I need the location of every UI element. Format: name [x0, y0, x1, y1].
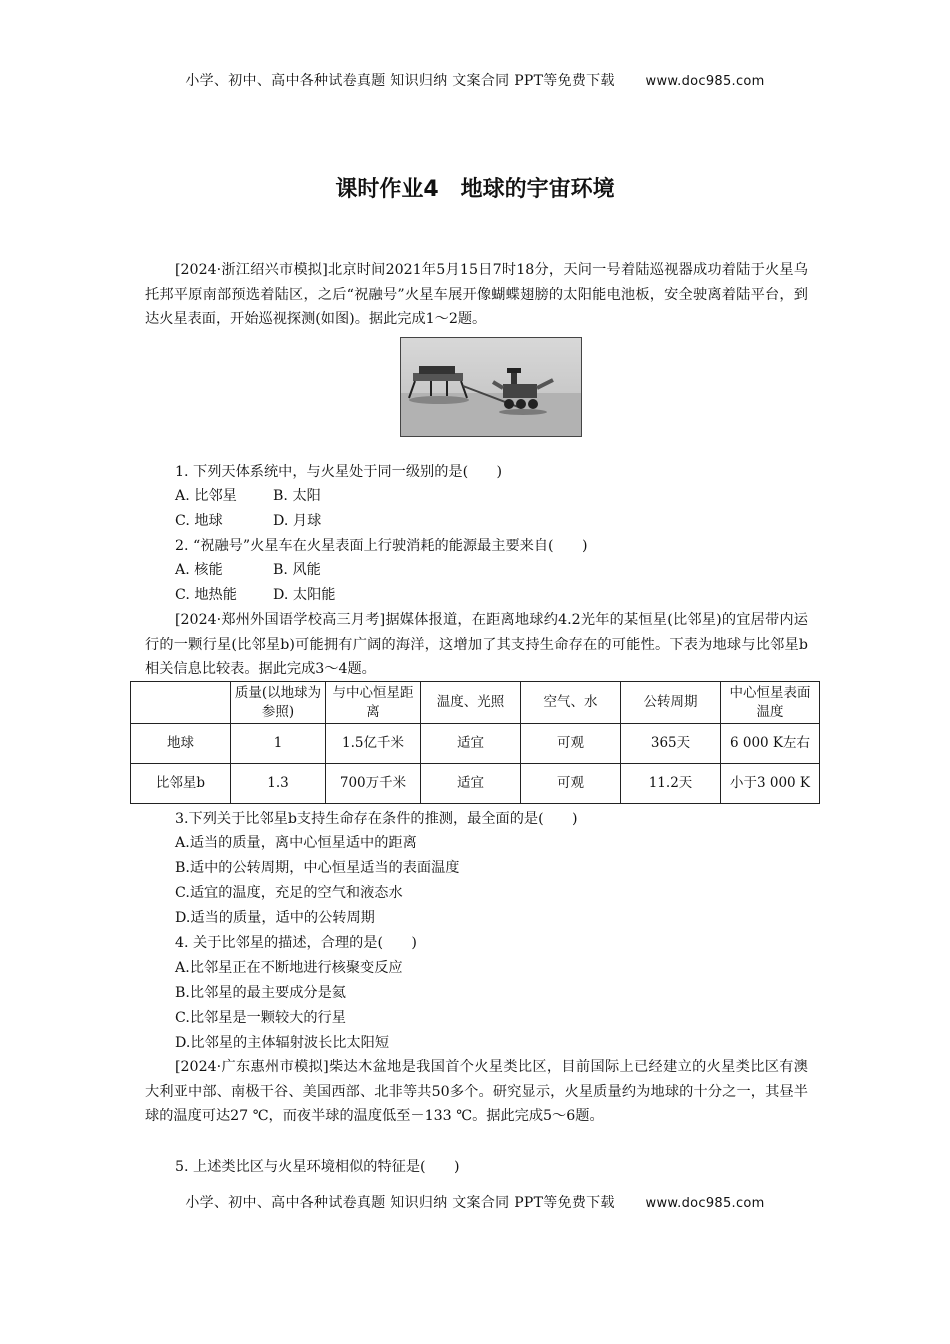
question-1 — [175, 460, 502, 484]
q3-option-a[interactable]: A.适当的质量，离中心恒星适中的距离 — [175, 835, 417, 851]
q3-option-d[interactable]: D.适当的质量，适中的公转周期 — [175, 910, 375, 926]
table-cell: 700万千米 — [326, 764, 421, 804]
table-cell: 比邻星b — [131, 764, 231, 804]
table-cell: 1 — [231, 724, 326, 764]
table-cell: 6 000 K左右 — [721, 724, 820, 764]
q1-option-a[interactable]: A. 比邻星 — [175, 488, 237, 504]
table-cell: 11.2天 — [621, 764, 721, 804]
q1-option-c[interactable]: C. 地球 — [175, 513, 223, 529]
header-text: 小学、初中、高中各种试卷真题 知识归纳 文案合同 PPT等免费下载 — [185, 73, 615, 89]
table-cell: 365天 — [621, 724, 721, 764]
page-title: 课时作业4 地球的宇宙环境 — [335, 177, 615, 202]
table-cell: 地球 — [131, 724, 231, 764]
intro-passage-2: [2024·郑州外国语学校高三月考]据媒体报道，在距离地球约4.2光年的某恒星(比邻星)的宜居带内运行的一颗行星(比邻星b)可能拥有广阔的海洋，这增加了其支持生命存在的可能性。下表为地球与比邻星b相关信息比较表。据此完成3～4题。 — [145, 612, 808, 677]
q4-option-b[interactable]: B.比邻星的最主要成分是氦 — [175, 985, 346, 1001]
table-cell: 适宜 — [421, 724, 521, 764]
question-4-stem: 4. 关于比邻星的描述，合理的是( ) — [175, 935, 417, 951]
q3-option-c[interactable]: C.适宜的温度，充足的空气和液态水 — [175, 885, 403, 901]
table-cell: 可观 — [521, 764, 621, 804]
table-header-cell: 质量(以地球为参照) — [231, 682, 326, 724]
footer-site[interactable]: www.doc985.com — [645, 1196, 765, 1211]
table-cell: 1.5亿千米 — [326, 724, 421, 764]
table-header-cell: 空气、水 — [521, 682, 621, 724]
question-1-options-row-2 — [175, 509, 321, 533]
intro-passage-3: [2024·广东惠州市模拟]柴达木盆地是我国首个火星类比区，目前国际上已经建立的火星类比区有澳大利亚中部、南极干谷、美国西部、北非等共50多个。研究显示，火星质量约为地球的十分之一，其昼半球的温度可达27 ℃，而夜半球的温度低至－133 ℃。据此完成5～6题。 — [145, 1059, 808, 1124]
table-header-cell: 温度、光照 — [421, 682, 521, 724]
comparison-table — [130, 681, 820, 804]
table-header-cell: 中心恒星表面温度 — [721, 682, 820, 724]
q2-option-b[interactable]: B. 风能 — [273, 562, 321, 578]
question-5-stem: 5. 上述类比区与火星环境相似的特征是( ) — [175, 1159, 460, 1175]
intro-passage-1: [2024·浙江绍兴市模拟]北京时间2021年5月15日7时18分，天问一号着陆巡视器成功着陆于火星乌托邦平原南部预选着陆区，之后“祝融号”火星车展开像蝴蝶翅膀的太阳能电池板，安全驶离着陆平台，到达火星表面，开始巡视探测(如图)。据此完成1～2题。 — [145, 262, 808, 327]
table-cell: 1.3 — [231, 764, 326, 804]
table-row — [131, 724, 820, 764]
question-3-stem: 3.下列关于比邻星b支持生命存在条件的推测，最全面的是( ) — [175, 811, 578, 827]
table-header-row — [131, 682, 820, 724]
q4-option-a[interactable]: A.比邻星正在不断地进行核聚变反应 — [175, 960, 403, 976]
q1-option-d[interactable]: D. 月球 — [273, 513, 322, 529]
table-row — [131, 764, 820, 804]
header-site[interactable]: www.doc985.com — [645, 74, 765, 89]
q1-option-b[interactable]: B. 太阳 — [273, 488, 321, 504]
rover-illustration-icon — [401, 338, 581, 436]
question-2-options-row-2 — [175, 583, 335, 607]
table-header-cell: 与中心恒星距离 — [326, 682, 421, 724]
page-footer — [0, 1192, 950, 1212]
q2-option-c[interactable]: C. 地热能 — [175, 587, 237, 603]
footer-text: 小学、初中、高中各种试卷真题 知识归纳 文案合同 PPT等免费下载 — [185, 1195, 615, 1211]
question-1-options-row-1 — [175, 484, 321, 508]
q2-option-d[interactable]: D. 太阳能 — [273, 587, 336, 603]
table-cell: 可观 — [521, 724, 621, 764]
table-header-cell: 公转周期 — [621, 682, 721, 724]
question-2-options-row-1 — [175, 558, 321, 582]
mars-rover-photo — [400, 337, 582, 437]
question-1-stem: 1. 下列天体系统中，与火星处于同一级别的是( ) — [175, 464, 503, 480]
q3-option-b[interactable]: B.适中的公转周期，中心恒星适当的表面温度 — [175, 860, 460, 876]
page-header — [0, 70, 950, 90]
table-cell: 小于3 000 K — [721, 764, 820, 804]
question-2-stem: 2. “祝融号”火星车在火星表面上行驶消耗的能源最主要来自( ) — [175, 538, 588, 554]
table-cell: 适宜 — [421, 764, 521, 804]
table-header-cell — [131, 682, 231, 724]
q4-option-d[interactable]: D.比邻星的主体辐射波长比太阳短 — [175, 1035, 390, 1051]
question-2 — [175, 534, 588, 558]
q4-option-c[interactable]: C.比邻星是一颗较大的行星 — [175, 1010, 346, 1026]
q2-option-a[interactable]: A. 核能 — [175, 562, 223, 578]
